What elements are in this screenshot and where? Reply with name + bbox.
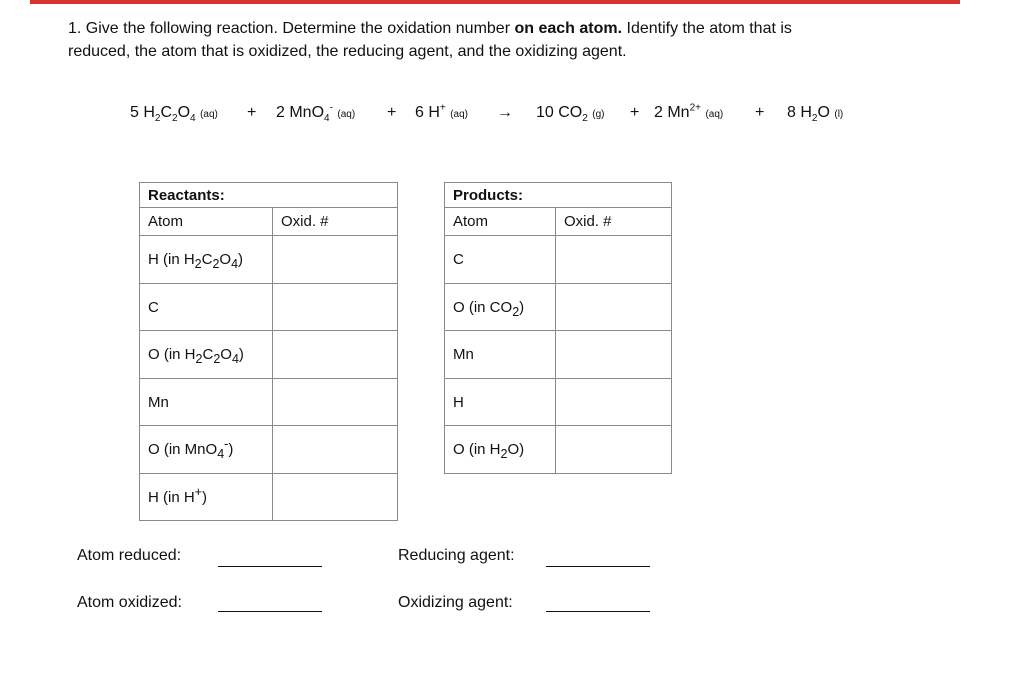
reactants-title: Reactants: bbox=[140, 183, 398, 208]
oxid-answer-cell[interactable] bbox=[273, 426, 398, 474]
oxid-answer-cell[interactable] bbox=[556, 379, 672, 426]
atom-reduced-label: Atom reduced: bbox=[77, 547, 182, 564]
plus-sign: + bbox=[387, 104, 397, 121]
oxid-answer-cell[interactable] bbox=[556, 284, 672, 331]
atom-column-header: Atom bbox=[445, 208, 556, 236]
atom-cell: H (in $H_2C_2O_4$) bbox=[140, 236, 273, 284]
table-row bbox=[445, 284, 672, 331]
plus-sign: + bbox=[755, 104, 765, 121]
table-row bbox=[140, 474, 398, 521]
reactant-permanganate: 2 MnO$_4$- (aq) bbox=[276, 102, 356, 125]
atom-cell: H (in H+) bbox=[140, 474, 273, 521]
oxid-answer-cell[interactable] bbox=[556, 331, 672, 379]
top-red-border bbox=[30, 0, 960, 4]
table-row bbox=[140, 426, 398, 474]
products-title: Products: bbox=[445, 183, 672, 208]
product-carbon-dioxide: 10 $CO_2$ (g) bbox=[536, 104, 605, 125]
table-row bbox=[140, 331, 398, 379]
oxid-answer-cell[interactable] bbox=[556, 236, 672, 284]
plus-sign: + bbox=[247, 104, 257, 121]
atom-oxidized-blank[interactable] bbox=[218, 611, 322, 612]
table-row bbox=[445, 426, 672, 474]
table-row bbox=[140, 284, 398, 331]
reducing-agent-blank[interactable] bbox=[546, 566, 650, 567]
oxidizing-agent-blank[interactable] bbox=[546, 611, 650, 612]
plus-sign: + bbox=[630, 104, 640, 121]
atom-reduced-blank[interactable] bbox=[218, 566, 322, 567]
table-row bbox=[445, 379, 672, 426]
table-row bbox=[445, 331, 672, 379]
products-table bbox=[444, 182, 672, 474]
reducing-agent-label: Reducing agent: bbox=[398, 547, 515, 564]
oxid-answer-cell[interactable] bbox=[273, 474, 398, 521]
table-row bbox=[140, 236, 398, 284]
atom-cell: C bbox=[140, 284, 273, 331]
atom-cell: C bbox=[445, 236, 556, 284]
oxid-column-header: Oxid. # bbox=[273, 208, 398, 236]
atom-cell: Mn bbox=[445, 331, 556, 379]
atom-cell: H bbox=[445, 379, 556, 426]
table-row bbox=[140, 379, 398, 426]
oxid-answer-cell[interactable] bbox=[273, 331, 398, 379]
oxid-answer-cell[interactable] bbox=[556, 426, 672, 474]
reaction-arrow-icon: → bbox=[497, 104, 513, 121]
atom-column-header: Atom bbox=[140, 208, 273, 236]
oxidizing-agent-label: Oxidizing agent: bbox=[398, 594, 513, 611]
reactants-table bbox=[139, 182, 398, 521]
atom-cell: O (in $CO_2$) bbox=[445, 284, 556, 331]
oxid-answer-cell[interactable] bbox=[273, 236, 398, 284]
product-manganese-ion: 2 $Mn^{2+}$ (aq) bbox=[654, 102, 724, 121]
table-row bbox=[445, 236, 672, 284]
reactant-hydrogen-ion: 6 H+ (aq) bbox=[415, 102, 468, 121]
oxid-column-header: Oxid. # bbox=[556, 208, 672, 236]
oxid-answer-cell[interactable] bbox=[273, 379, 398, 426]
atom-cell: Mn bbox=[140, 379, 273, 426]
question-text: 1. Give the following reaction. Determine the oxidation number on each atom. Identify the atom that is reduced, the atom that is oxidized, the reducing agent, and the oxidizing agent. bbox=[68, 20, 792, 60]
oxid-answer-cell[interactable] bbox=[273, 284, 398, 331]
reactant-oxalic-acid: 5 $H_2C_2O_4$ (aq) bbox=[130, 104, 218, 125]
atom-cell: O (in MnO$_4$-) bbox=[140, 426, 273, 474]
product-water: 8 $H_2O$ (l) bbox=[787, 104, 844, 125]
atom-cell: O (in $H_2O$) bbox=[445, 426, 556, 474]
atom-oxidized-label: Atom oxidized: bbox=[77, 594, 182, 611]
atom-cell: O (in $H_2C_2O_4$) bbox=[140, 331, 273, 379]
